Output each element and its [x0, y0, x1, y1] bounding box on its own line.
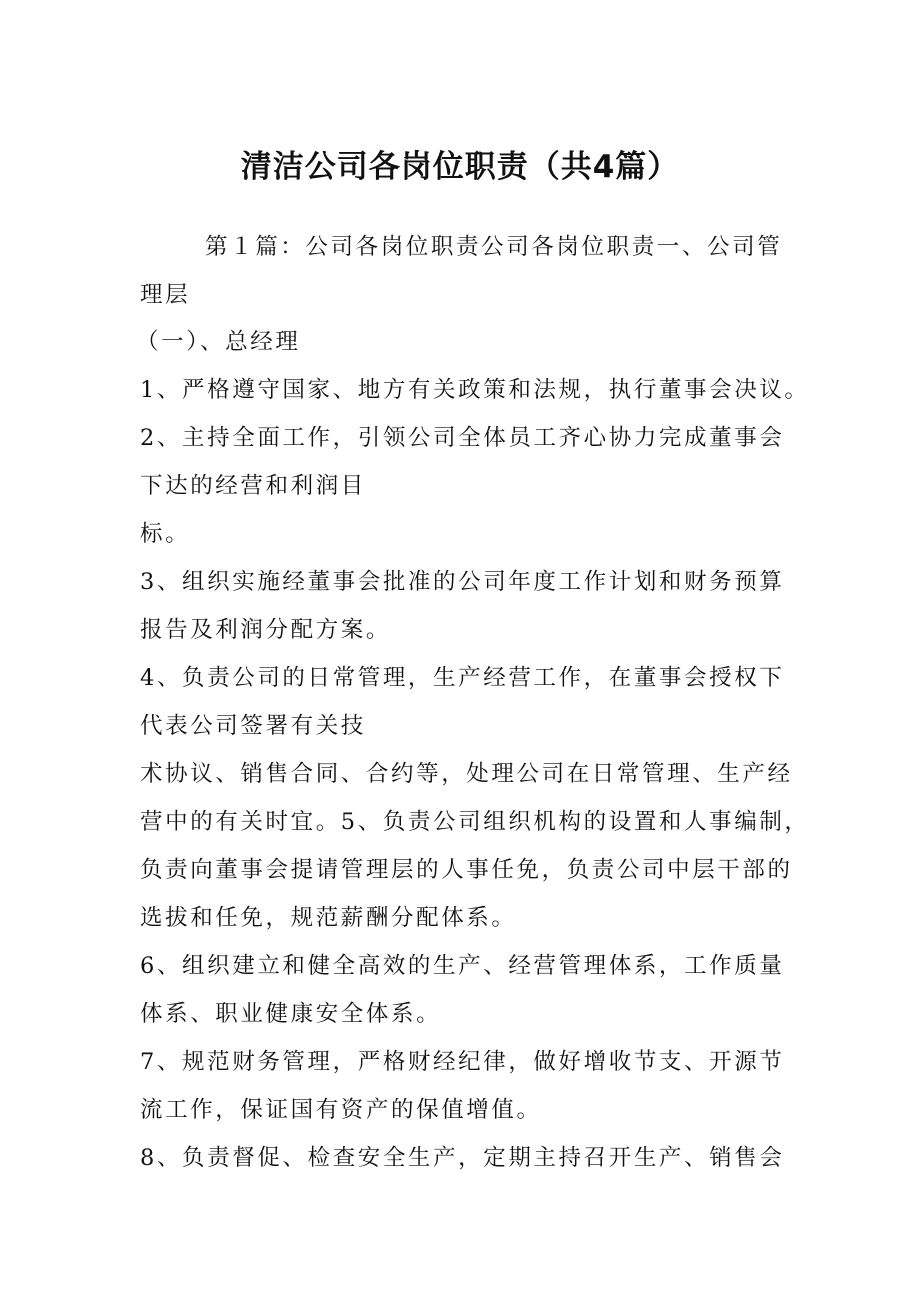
paragraph-line: 报告及利润分配方案。 [140, 617, 392, 643]
paragraph-line: 选拔和任免，规范薪酬分配体系。 [140, 905, 517, 931]
paragraph-line: 负责向董事会提请管理层的人事任免，负责公司中层干部的 [140, 857, 793, 883]
paragraph-line: 营中的有关时宜。5、负责公司组织机构的设置和人事编制， [140, 809, 810, 835]
paragraph-line: 6、组织建立和健全高效的生产、经营管理体系，工作质量 [140, 953, 785, 979]
paragraph-line: 8、负责督促、检查安全生产，定期主持召开生产、销售会 [140, 1145, 785, 1171]
paragraph-line: 4、负责公司的日常管理，生产经营工作，在董事会授权下 [140, 665, 785, 691]
paragraph-line: 第１篇：公司各岗位职责公司各岗位职责一、公司管 [205, 234, 783, 260]
paragraph-line: 术协议、销售合同、合约等，处理公司在日常管理、生产经 [140, 761, 793, 787]
paragraph-line: 3、组织实施经董事会批准的公司年度工作计划和财务预算 [140, 569, 785, 595]
paragraph-line: 7、规范财务管理，严格财经纪律，做好增收节支、开源节 [140, 1049, 785, 1075]
paragraph-line: 2、主持全面工作，引领公司全体员工齐心协力完成董事会 [140, 425, 785, 451]
paragraph-line: 流工作，保证国有资产的保值增值。 [140, 1097, 542, 1123]
paragraph-line: 理层 [140, 282, 191, 308]
paragraph-line: 代表公司签署有关技 [140, 713, 366, 739]
document-title: 清洁公司各岗位职责（共4篇） [240, 149, 680, 185]
paragraph-line: 标。 [140, 521, 191, 547]
section-heading: （一）、总经理 [136, 329, 301, 355]
paragraph-line: 下达的经营和利润目 [140, 473, 366, 499]
paragraph-line: 1、严格遵守国家、地方有关政策和法规，执行董事会决议。 [140, 377, 810, 403]
paragraph-line: 体系、职业健康安全体系。 [140, 1001, 442, 1027]
